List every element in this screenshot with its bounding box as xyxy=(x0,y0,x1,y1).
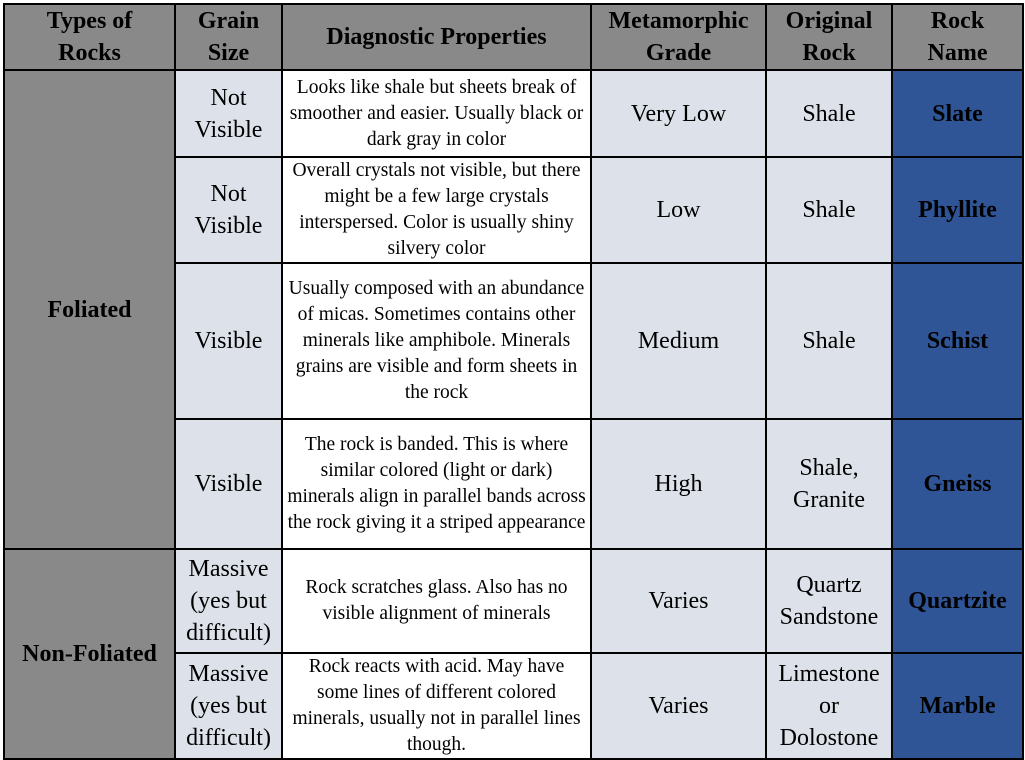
cell-diagnostic: The rock is banded. This is where similar colored (light or dark) minerals align in parallel bands across the rock giving it a striped appearance xyxy=(282,419,591,549)
cell-rock-name: Gneiss xyxy=(892,419,1023,549)
cell-diagnostic: Looks like shale but sheets break of smoother and easier. Usually black or dark gray in color xyxy=(282,70,591,157)
header-types-of-rocks: Types of Rocks xyxy=(4,4,175,70)
cell-diagnostic: Usually composed with an abundance of micas. Sometimes contains other minerals like amphibole. Minerals grains are visible and form sheets in the rock xyxy=(282,263,591,419)
cell-grade: Very Low xyxy=(591,70,766,157)
cell-grain-size: Massive (yes but difficult) xyxy=(175,653,282,759)
cell-grade: Medium xyxy=(591,263,766,419)
cell-diagnostic: Rock scratches glass. Also has no visible alignment of minerals xyxy=(282,549,591,653)
table-row xyxy=(4,70,1023,157)
group-non-foliated: Non-Foliated xyxy=(4,549,175,759)
cell-diagnostic: Rock reacts with acid. May have some lines of different colored minerals, usually not in parallel lines though. xyxy=(282,653,591,759)
cell-grain-size: Not Visible xyxy=(175,157,282,263)
cell-grain-size: Not Visible xyxy=(175,70,282,157)
cell-original-rock: Shale xyxy=(766,157,892,263)
group-foliated: Foliated xyxy=(4,70,175,549)
cell-grade: High xyxy=(591,419,766,549)
cell-rock-name: Phyllite xyxy=(892,157,1023,263)
cell-grain-size: Visible xyxy=(175,263,282,419)
header-grain-size: Grain Size xyxy=(175,4,282,70)
cell-rock-name: Marble xyxy=(892,653,1023,759)
cell-original-rock: Shale, Granite xyxy=(766,419,892,549)
header-diagnostic-properties: Diagnostic Properties xyxy=(282,4,591,70)
metamorphic-rocks-table xyxy=(3,3,1024,760)
table-row xyxy=(4,549,1023,653)
cell-original-rock: Shale xyxy=(766,70,892,157)
cell-rock-name: Schist xyxy=(892,263,1023,419)
cell-rock-name: Quartzite xyxy=(892,549,1023,653)
cell-grain-size: Massive (yes but difficult) xyxy=(175,549,282,653)
cell-grade: Varies xyxy=(591,549,766,653)
cell-diagnostic: Overall crystals not visible, but there might be a few large crystals interspersed. Color is usually shiny silvery color xyxy=(282,157,591,263)
cell-original-rock: Limestone or Dolostone xyxy=(766,653,892,759)
header-row xyxy=(4,4,1023,70)
cell-grade: Low xyxy=(591,157,766,263)
cell-original-rock: Shale xyxy=(766,263,892,419)
cell-grain-size: Visible xyxy=(175,419,282,549)
cell-rock-name: Slate xyxy=(892,70,1023,157)
header-metamorphic-grade: Metamorphic Grade xyxy=(591,4,766,70)
header-rock-name: Rock Name xyxy=(892,4,1023,70)
header-original-rock: Original Rock xyxy=(766,4,892,70)
cell-original-rock: Quartz Sandstone xyxy=(766,549,892,653)
cell-grade: Varies xyxy=(591,653,766,759)
